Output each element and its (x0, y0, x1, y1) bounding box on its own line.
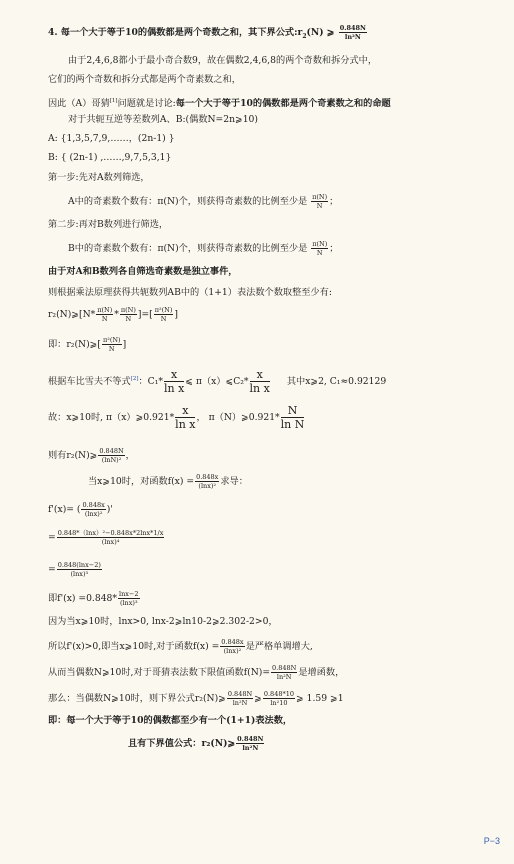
paragraph-line: 则根据乘法原理获得共轭数列AB中的（1+1）表法数个数取整至少有: (48, 287, 332, 298)
citation-ref: [1] (109, 98, 118, 104)
fraction: $\frac{\text{0.848*（lnx）²−0.848x*2lnx*1/x}}{\text{(lnx)⁴}}$ (57, 529, 164, 546)
step-two: 第二步:再对B数列进行筛选， (48, 219, 169, 230)
proposition-text: 每一个大于等于10的偶数都是两个奇素数之和的命题 (175, 98, 391, 110)
formula-line (48, 590, 141, 607)
text-span: B中的奇素数个数有：π(N)个，则获得奇素数的比例至少是 (68, 243, 308, 254)
fraction: $\frac{\text{π²(N)}}{N}$ (102, 336, 121, 353)
text-span: A中的奇素数个数有：π(N)个，则获得奇素数的比例至少是 (68, 196, 308, 207)
fraction: $\frac{x}{\text{ln x}}$ (175, 404, 196, 431)
text-span: 故：x⩾10时, π（x）⩾0.921* (48, 412, 175, 423)
formula-line (48, 561, 103, 578)
fraction: $\frac{0.848(\ln x-2)}{\text{(lnx)³}}$ (57, 561, 101, 578)
fraction: $\frac{0.848x}{\text{(lnx)²}}$ (82, 501, 105, 518)
text-span: = (48, 532, 56, 543)
fraction: $\frac{0.848N}{\text{ln²N}}$ (272, 664, 297, 681)
page-number: P−3 (483, 836, 500, 846)
formula-line: f'(x)= ( $\frac{0.848x}{\text{(lnx)²}}$ )' (48, 501, 113, 518)
text-span: 即：r₂(N)⩾[ (48, 339, 101, 350)
text-span: 从而当偶数N⩾10时,对于哥猜表法数下限值函数f(N)= (48, 667, 271, 678)
heading-text-tail: (N) ⩾ (306, 27, 335, 38)
paragraph-line: 由于2,4,6,8都小于最小奇合数9，故在偶数2,4,6,8的两个奇数和拆分式中， (68, 55, 378, 66)
text-span: 其中x⩾2, C₁≈0.92129 (286, 376, 387, 387)
fraction: $\frac{x}{\text{ln x}}$ (163, 368, 185, 395)
fraction: $\frac{\text{π²(N)}}{N}$ (154, 306, 173, 323)
sequence-a: A: {1,3,5,7,9,……，(2n-1) } (48, 133, 175, 144)
formula-line: 即：r₂(N)⩾[ $\frac{\text{π²(N)}}{N}$ ] (48, 336, 127, 353)
text-span: 根据车比雪夫不等式 (48, 376, 131, 387)
paragraph-line: 因为当x⩾10时，lnx>0, lnx-2⩾ln10-2⩾2.302-2>0， (48, 616, 278, 627)
text-span: 且有下界值公式：r₂(N)⩾ (128, 738, 236, 749)
fraction: $\frac{0.848x}{\text{(lnx)²}}$ (221, 638, 244, 655)
formula-line: r₂(N)⩾[N* $\frac{\pi(N)}{N}$ * $\frac{\pi(N)}{N}$ ]=[ $\frac{\text{π²(N)}}{N}$ ] (48, 306, 178, 323)
step-one: 第一步:先对A数列筛选， (48, 172, 150, 183)
text-span: r₂(N)⩾[N* (48, 309, 96, 320)
text-span: 则有r₂(N)⩾ (48, 450, 98, 461)
formula-line: 所以f'(x)>0,即当x⩾10时,对于函数f(x) = $\frac{0.848x}{\text{(lnx)²}}$ 是严格单调增大, (48, 638, 313, 655)
text-span: 因此（A）哥猜 (48, 98, 110, 110)
fraction: $\frac{0.848N}{\text{ln²N}}$ (237, 735, 264, 752)
text-span: 那么：当偶数N⩾10时，则下界公式r₂(N)⩾ (48, 693, 226, 704)
section-heading: 4. 每一个大于等于10的偶数都是两个奇数之和，其下界公式$:r_2(N)$ ⩾ $\frac{0.848N}{\text{ln²N}}$ (48, 24, 366, 41)
text-span: 当x⩾10时，对函数f(x) = (88, 476, 195, 487)
paragraph-line: B中的奇素数个数有：π(N)个，则获得奇素数的比例至少是 $\frac{\pi(N)}{N}$ ； (68, 240, 339, 257)
citation-ref: [2] (130, 375, 139, 382)
fraction: $\frac{N}{\text{ln N}}$ (280, 404, 305, 431)
formula-line: 故：x⩾10时, π（x）⩾0.921* $\frac{x}{\text{ln x}}$ ， π（N）⩾0.921* $\frac{N}{\text{ln N}}$ (48, 404, 305, 431)
text-span: = (48, 564, 56, 575)
fraction: $\frac{0.848N}{\text{(lnN)²}}$ (99, 447, 124, 464)
fraction: $\frac{0.848x}{\text{(lnx)²}}$ (196, 473, 219, 490)
fraction: $\frac{\ln x-2}{\text{(lnx)³}}$ (118, 590, 139, 607)
formula-line: 则有r₂(N)⩾ $\frac{0.848N}{\text{(lnN)²}}$ ， (48, 447, 135, 464)
bold-statement: 由于对A和B数列各自筛选奇素数是独立事件， (48, 266, 238, 277)
fraction: $\frac{x}{\text{ln x}}$ (249, 368, 270, 395)
formula-line: 当x⩾10时，对函数f(x) = $\frac{0.848x}{\text{(lnx)²}}$ 求导： (88, 473, 248, 490)
paragraph-line: 对于共轭互逆等差数列A、B:(偶数N=2n⩾10) (68, 114, 258, 125)
sequence-b: B: { (2n-1) ,……,9,7,5,3,1} (48, 152, 172, 163)
paragraph-line: A中的奇素数个数有：π(N)个，则获得奇素数的比例至少是 $\frac{\pi(N)}{N}$ ； (68, 193, 339, 210)
fraction: $\frac{0.848N}{\text{ln²N}}$ (227, 690, 253, 707)
fraction: $\frac{0.848*10}{\text{ln²10}}$ (263, 690, 294, 707)
lower-bound-fraction: $\frac{0.848N}{\text{ln²N}}$ (339, 24, 366, 41)
formula-line: 根据车比雪夫不等式[2]：C₁* $\frac{x}{\text{ln x}}$ ⩽ π（x）⩽C₂* $\frac{x}{\text{ln x}}$ 其中x⩾2, C₁≈0.92129 (48, 368, 387, 395)
formula-line (48, 529, 165, 546)
conclusion-formula (128, 735, 265, 752)
ratio-fraction: $\frac{\pi(N)}{N}$ (312, 193, 328, 210)
text-span: 问题就是讨论: (117, 98, 176, 110)
formula-line: 那么：当偶数N⩾10时，则下界公式r₂(N)⩾ $\frac{0.848N}{\text{ln²N}}$ ⩾ $\frac{0.848*10}{\text{ln²10}}$ ⩾ 1.59 ⩾1 (48, 690, 344, 707)
text-span: f'(x)= ( (48, 504, 81, 515)
conclusion-line: 即：每一个大于等于10的偶数都至少有一个(1+1)表法数， (48, 715, 293, 726)
paragraph-line: 它们的两个奇数和拆分式都是两个奇素数之和， (48, 74, 241, 85)
fraction: $\frac{\pi(N)}{N}$ (120, 306, 136, 323)
text-span: 所以f'(x)>0,即当x⩾10时,对于函数f(x) = (48, 641, 220, 652)
fraction: $\frac{\pi(N)}{N}$ (97, 306, 113, 323)
paragraph-line (48, 95, 391, 110)
heading-text: 4. 每一个大于等于10的偶数都是两个奇数之和，其下界公式:r (48, 27, 303, 38)
formula-line: 从而当偶数N⩾10时,对于哥猜表法数下限值函数f(N)= $\frac{0.848N}{\text{ln²N}}$ 是增函数， (48, 664, 345, 681)
text-span: 即f'(x) =0.848* (48, 593, 117, 604)
ratio-fraction: $\frac{\pi(N)}{N}$ (312, 240, 328, 257)
